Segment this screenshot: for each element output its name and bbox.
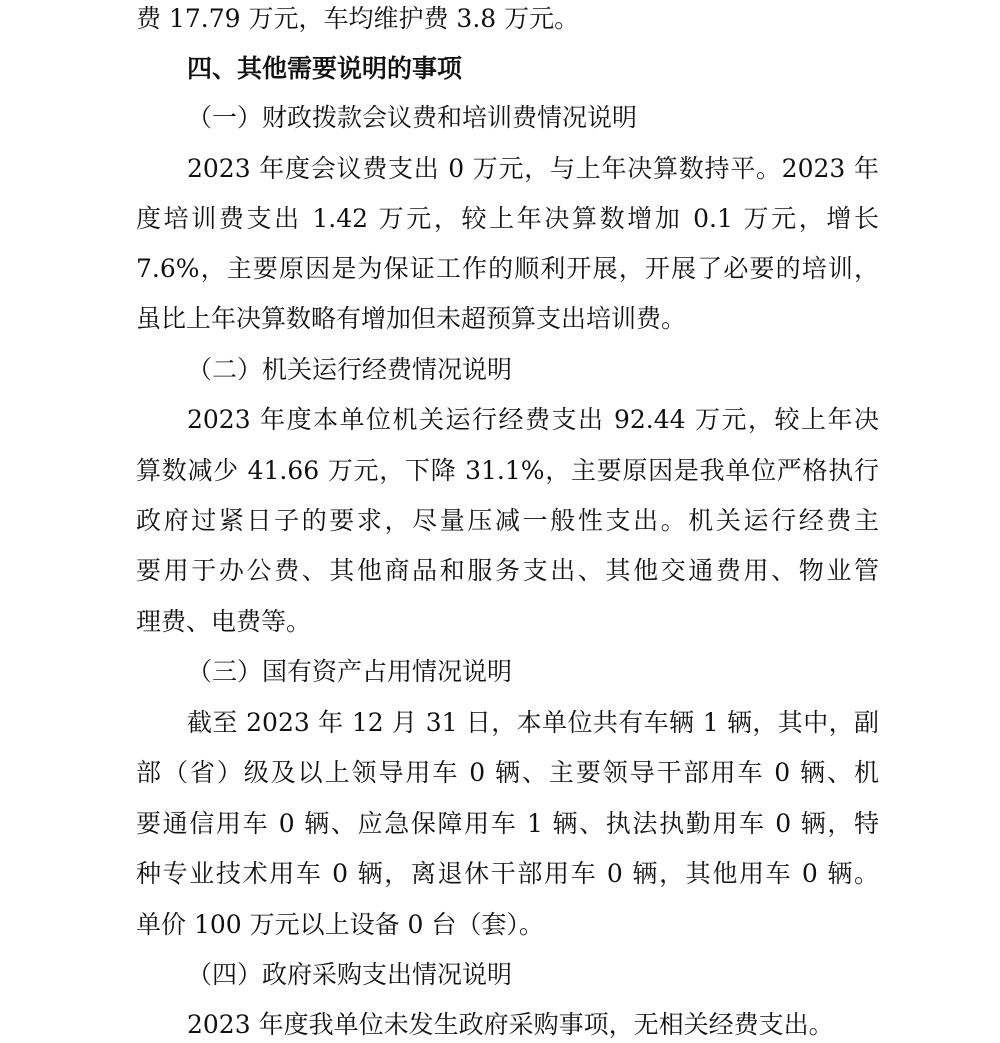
paragraph-line: 2023 年度我单位未发生政府采购事项，无相关经费支出。 (187, 1010, 834, 1039)
paragraph-line: 虽比上年决算数略有增加但未超预算支出培训费。 (136, 304, 687, 333)
paragraph-line: 种专业技术用车 0 辆，离退休干部用车 0 辆，其他用车 0 辆。 (136, 859, 879, 888)
paragraph-line: 要通信用车 0 辆、应急保障用车 1 辆、执法执勤用车 0 辆，特 (136, 809, 879, 838)
paragraph-line: 费 17.79 万元，车均维护费 3.8 万元。 (136, 4, 580, 33)
paragraph-line: 政府过紧日子的要求，尽量压减一般性支出。机关运行经费主 (136, 506, 879, 535)
paragraph-line: 要用于办公费、其他商品和服务支出、其他交通费用、物业管 (136, 556, 879, 585)
paragraph-line: 度培训费支出 1.42 万元，较上年决算数增加 0.1 万元，增长 (136, 204, 879, 233)
section-heading: 四、其他需要说明的事项 (187, 54, 463, 83)
paragraph-line: 2023 年度会议费支出 0 万元，与上年决算数持平。2023 年 (187, 154, 879, 183)
paragraph-line: 7.6%，主要原因是为保证工作的顺利开展，开展了必要的培训， (136, 254, 879, 283)
paragraph-line: 理费、电费等。 (136, 607, 312, 636)
paragraph-line: 部（省）级及以上领导用车 0 辆、主要领导干部用车 0 辆、机 (136, 758, 879, 787)
paragraph-line: 算数减少 41.66 万元，下降 31.1%，主要原因是我单位严格执行 (136, 456, 879, 485)
paragraph-line: 截至 2023 年 12 月 31 日，本单位共有车辆 1 辆，其中，副 (187, 708, 879, 737)
subsection-heading: （一）财政拨款会议费和培训费情况说明 (187, 103, 638, 132)
paragraph-line: 2023 年度本单位机关运行经费支出 92.44 万元，较上年决 (187, 405, 879, 434)
subsection-heading: （三）国有资产占用情况说明 (187, 657, 513, 686)
subsection-heading: （二）机关运行经费情况说明 (187, 355, 513, 384)
subsection-heading: （四）政府采购支出情况说明 (187, 960, 513, 989)
paragraph-line: 单价 100 万元以上设备 0 台（套）。 (136, 910, 544, 939)
